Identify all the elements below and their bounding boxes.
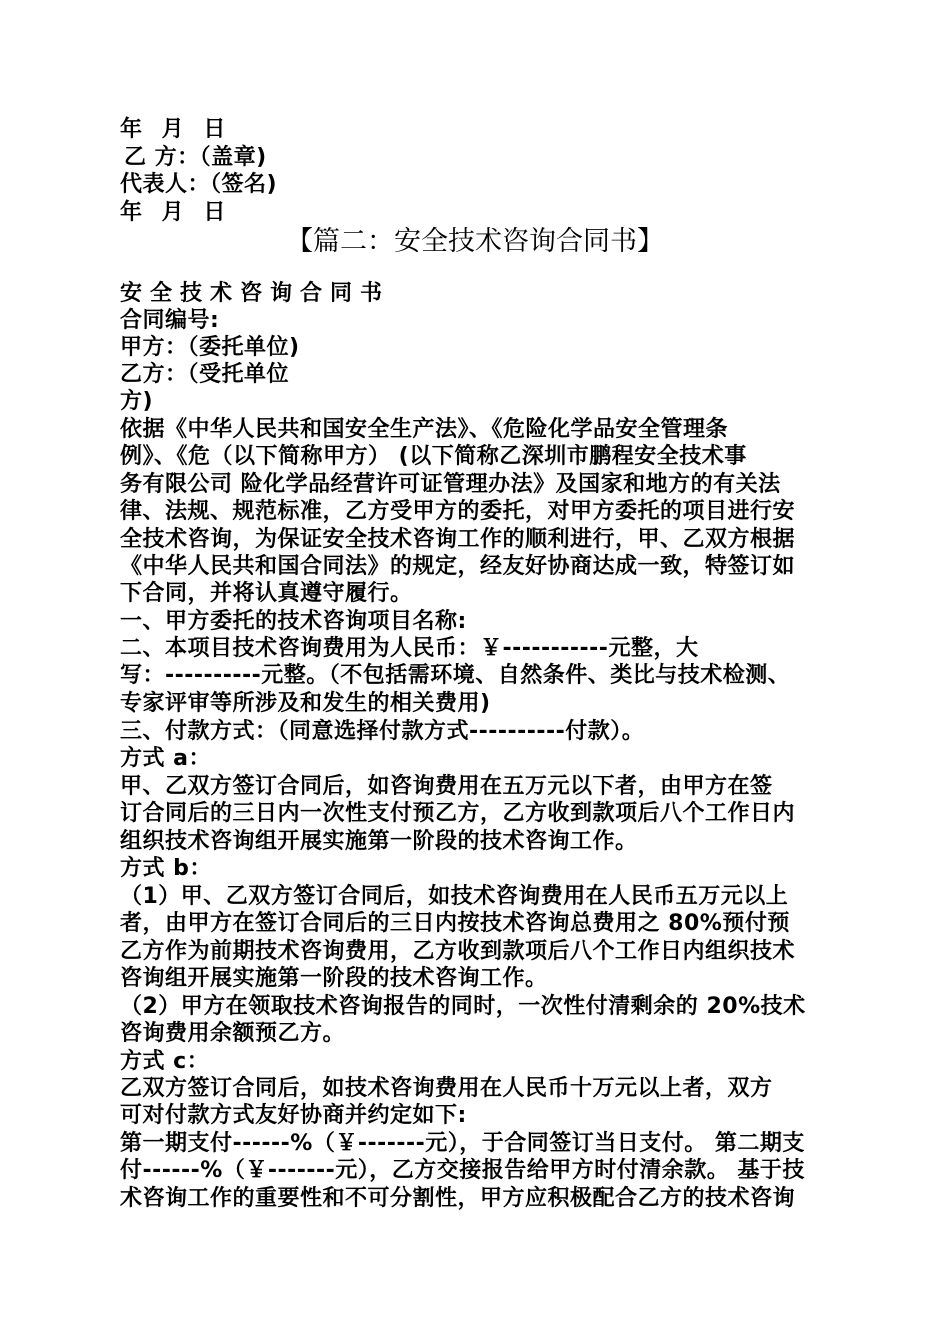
party-b: 乙方：（受托单位 bbox=[120, 362, 290, 387]
signature-date-2: 年 月 日 bbox=[120, 200, 232, 225]
intro-line: 《中华人民共和国合同法》的规定，经友好协商达成一致，特签订如 bbox=[120, 554, 796, 579]
method-c-label: 方式 c： bbox=[120, 1049, 210, 1074]
clause-1: 一、甲方委托的技术咨询项目名称: bbox=[120, 609, 467, 634]
intro-line: 务有限公司 险化学品经营许可证管理办法》及国家和地方的有关法 bbox=[120, 472, 781, 497]
method-b-2-line: （2）甲方在领取技术咨询报告的同时，一次性付清剩余的 20%技术 bbox=[120, 994, 806, 1019]
method-a-label: 方式 a： bbox=[120, 746, 212, 771]
method-c-line: 第一期支付------%（￥-------元），于合同签订当日支付。 第二期支 bbox=[120, 1131, 805, 1156]
clause-2-line: 二、本项目技术咨询费用为人民币：￥-----------元整，大 bbox=[120, 636, 699, 661]
method-c-line: 乙双方签订合同后，如技术咨询费用在人民币十万元以上者，双方 bbox=[120, 1076, 773, 1101]
clause-2-line: 写：----------元整。（不包括需环境、自然条件、类比与技术检测、 bbox=[120, 663, 791, 688]
section-title: 【篇二：安全技术咨询合同书】 bbox=[286, 226, 664, 257]
contract-heading: 安全技术咨询合同书 bbox=[120, 281, 391, 306]
method-a-line: 组织技术咨询组开展实施第一阶段的技术咨询工作。 bbox=[120, 829, 638, 854]
clause-2-line: 专家评审等所涉及和发生的相关费用) bbox=[120, 691, 491, 716]
intro-line: 全技术咨询，为保证安全技术咨询工作的顺利进行，甲、乙双方根据 bbox=[120, 527, 796, 552]
method-b-1-line: 者，由甲方在签订合同后的三日内按技术咨询总费用之 80%预付预 bbox=[120, 911, 790, 936]
method-c-line: 术咨询工作的重要性和不可分割性，甲方应积极配合乙方的技术咨询 bbox=[120, 1186, 796, 1211]
method-c-line: 付------%（￥-------元），乙方交接报告给甲方时付清余款。 基于技 bbox=[120, 1158, 805, 1183]
method-b-1-line: 咨询组开展实施第一阶段的技术咨询工作。 bbox=[120, 966, 548, 991]
intro-line: 例》、《危（以下简称甲方） (以下简称乙深圳市鹏程安全技术事 bbox=[120, 444, 747, 469]
intro-line: 下合同，并将认真遵守履行。 bbox=[120, 581, 413, 606]
intro-line: 律、法规、规范标准，乙方受甲方的委托，对甲方委托的项目进行安 bbox=[120, 499, 796, 524]
party-a: 甲方：（委托单位) bbox=[120, 335, 300, 360]
party-b-continued: 方) bbox=[120, 389, 154, 414]
signature-date-1: 年 月 日 bbox=[120, 117, 232, 142]
intro-line: 依据《中华人民共和国安全生产法》、《危险化学品安全管理条 bbox=[120, 417, 729, 442]
clause-3: 三、付款方式：（同意选择付款方式----------付款）。 bbox=[120, 719, 645, 744]
method-c-line: 可对付款方式友好协商并约定如下: bbox=[120, 1103, 467, 1128]
method-a-line: 甲、乙双方签订合同后，如咨询费用在五万元以下者，由甲方在签 bbox=[120, 774, 773, 799]
signature-party-b: 乙 方：（盖章) bbox=[124, 145, 267, 170]
method-a-line: 订合同后的三日内一次性支付预乙方，乙方收到款项后八个工作日内 bbox=[120, 801, 796, 826]
signature-representative: 代表人：（签名) bbox=[120, 172, 278, 197]
method-b-1-line: （1）甲、乙双方签订合同后，如技术咨询费用在人民币五万元以上 bbox=[120, 884, 789, 909]
method-b-2-line: 咨询费用余额预乙方。 bbox=[120, 1021, 346, 1046]
contract-number: 合同编号: bbox=[120, 308, 220, 333]
method-b-label: 方式 b： bbox=[120, 856, 212, 881]
method-b-1-line: 乙方作为前期技术咨询费用，乙方收到款项后八个工作日内组织技术 bbox=[120, 939, 796, 964]
